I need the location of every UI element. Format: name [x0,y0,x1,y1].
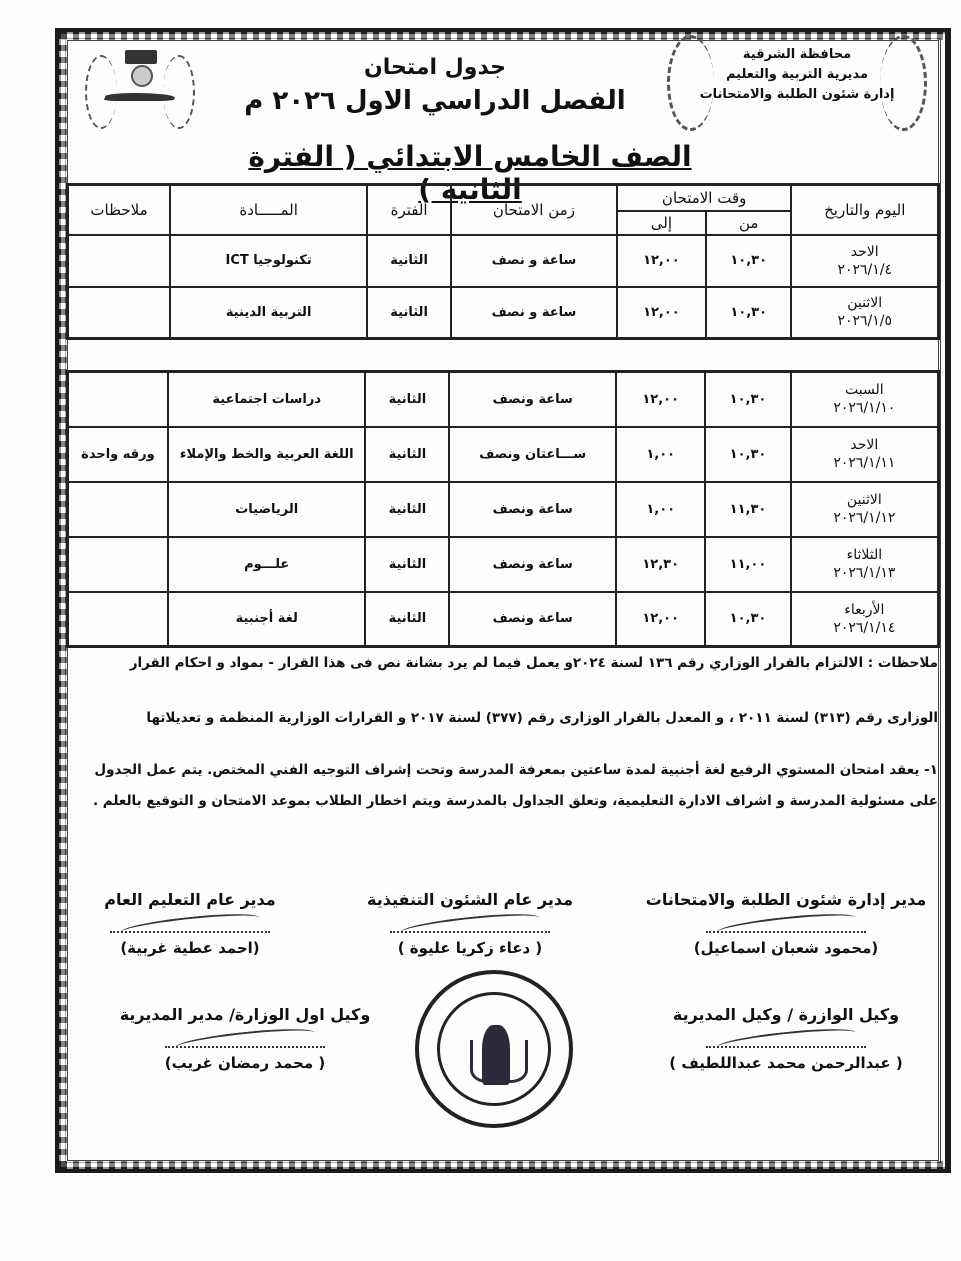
time-to: ١٢,٠٠ [616,592,705,647]
day-name: الاثنين [847,295,883,312]
signature-block [75,1005,415,1072]
signature-icon [716,1025,857,1056]
signature-icon [400,910,541,941]
date: ٢٠٢٦/١/١١ [833,455,896,471]
notes: ورقه واحدة [68,427,168,482]
time-to: ١,٠٠ [616,427,705,482]
period: الثانية [367,287,451,339]
signatory-role: مدير إدارة شئون الطلبة والامتحانات [645,890,927,909]
department-label: إدارة شئون الطلبة والامتحانات [699,87,895,102]
time-from: ١١,٣٠ [705,482,790,537]
table-row [68,287,939,339]
signatory-name: (احمد عطية غربية) [120,939,260,957]
duration: ساعة ونصف [449,592,616,647]
duration: ساعة ونصف [449,372,616,427]
day-name: السبت [845,382,884,399]
subject: التربية الدينية [170,287,367,339]
period: الثانية [365,372,449,427]
schedule-table-week2 [66,370,940,648]
time-from: ١٠,٣٠ [706,235,792,287]
time-from: ١٠,٣٠ [705,427,790,482]
table-row [68,592,939,647]
duration: ساعة و نصف [451,287,617,339]
header-notes: ملاحظات [68,185,171,235]
time-from: ١٠,٣٠ [706,287,792,339]
term-title: الفصل الدراسي الاول ٢٠٢٦ م [244,86,626,116]
title-block [230,55,640,116]
period: الثانية [365,482,449,537]
period: الثانية [367,235,451,287]
subject: علـــوم [168,537,366,592]
day-name: الثلاثاء [846,547,883,563]
schedule-table-week1 [66,183,940,340]
date: ٢٠٢٦/١/٥ [837,313,893,330]
signature-block [340,890,600,957]
time-to: ١٢,٠٠ [617,235,706,287]
signature-line [390,917,550,933]
day-name: الاحد [850,243,879,260]
table-row [68,427,939,482]
signatory-role: مدير عام التعليم العام [104,890,276,909]
header-duration: زمن الامتحان [451,185,617,235]
signature-line [706,1032,866,1048]
date: ٢٠٢٦/١/١٤ [833,619,896,636]
table-row [68,372,939,427]
governorate-label: محافظة الشرقية [742,47,852,62]
header-subject: المـــــادة [170,185,367,235]
laurel-icon [667,35,714,131]
signature-line [706,917,866,933]
day-name: الأربعاء [844,601,885,618]
notes [68,235,171,287]
period: الثانية [365,427,449,482]
signature-icon [120,910,261,941]
official-stamp-icon [415,970,573,1128]
signatory-name: (محمود شعبان اسماعيل) [693,939,879,957]
laurel-icon [880,35,927,131]
signatory-role: مدير عام الشئون التنفيذية [366,890,574,909]
signature-icon [716,910,857,941]
header-period: الفترة [367,185,451,235]
duration: ســـاعتان ونصف [449,427,616,482]
notes [68,592,168,647]
signature-block [641,890,931,957]
time-from: ١٠,٣٠ [705,592,790,647]
notes [68,482,168,537]
directorate-label: مديرية التربية والتعليم [725,67,869,82]
period: الثانية [365,592,449,647]
signature-block [75,890,305,957]
subject: لغة أجنبية [168,592,366,647]
header-to: إلى [617,211,706,235]
table-row [68,537,939,592]
duration: ساعة ونصف [449,482,616,537]
time-to: ١٢,٠٠ [617,287,706,339]
notes-line-1: ملاحظات : الالتزام بالقرار الوزاري رقم ١٣٦ لسنة ٢٠٢٤و يعمل فيما لم يرد بشانة نص فى هذا القرار - بمواد و احكام القرار [129,655,938,671]
notes [68,372,168,427]
signatory-name: ( محمد رمضان غريب) [164,1054,326,1072]
header-exam-time: وقت الامتحان [617,185,792,211]
table-row [68,235,939,287]
day-name: الاحد [850,437,879,453]
time-from: ١٠,٣٠ [705,372,790,427]
date: ٢٠٢٦/١/٤ [837,261,893,278]
subject: اللغة العربية والخط والإملاء [168,427,366,482]
notes [68,537,168,592]
notes-paragraph: ١- يعقد امتحان المستوي الرفيع لغة أجنبية لمدة ساعتين بمعرفة المدرسة وتحت إشراف التوجيه الفني المختص. يتم عمل الجدول على مسئولية المدرسة و اشراف الادارة التعليمية، وتعلق الجداول بالمدرسة ويتم اخطار الطلاب بموعد الامتحان و التوقيع بالعلم . [92,762,938,809]
time-to: ١,٠٠ [616,482,705,537]
signature-line [110,917,270,933]
governorate-logo-icon [85,45,195,130]
directorate-header [677,45,917,105]
duration: ساعة ونصف [449,537,616,592]
header-from: من [706,211,792,235]
notes-line-2: الوزارى رقم (٣١٣) لسنة ٢٠١١ ، و المعدل بالقرار الوزارى رقم (٣٧٧) لسنة ٢٠١٧ و القرارات الوزارية المنظمة و تعديلاتها [146,710,938,726]
subject: الرياضيات [168,482,366,537]
signatory-name: ( عبدالرحمن محمد عبداللطيف ) [669,1054,903,1072]
time-from: ١١,٠٠ [705,537,790,592]
header-day-date: اليوم والتاريخ [791,185,938,235]
subject: دراسات اجتماعية [168,372,366,427]
signature-line [165,1032,325,1048]
time-to: ١٢,٠٠ [616,372,705,427]
time-to: ١٢,٣٠ [616,537,705,592]
duration: ساعة و نصف [451,235,617,287]
subject: تكنولوجيا ICT [170,235,367,287]
date: ٢٠٢٦/١/١٣ [833,565,896,581]
table-row [68,482,939,537]
day-name: الاثنين [846,492,882,508]
date: ٢٠٢٦/١/١٢ [833,510,896,526]
signatory-role: وكيل الوازرة / وكيل المديرية [672,1005,900,1024]
signature-block [641,1005,931,1072]
document-title: جدول امتحان [363,55,507,80]
date: ٢٠٢٦/١/١٠ [833,400,896,417]
signature-icon [175,1025,316,1056]
notes [68,287,171,339]
signatory-name: ( دعاء زكريا عليوة ) [397,939,543,957]
grade-title: الصف الخامس الابتدائي ( الفترة الثانية ) [248,140,692,206]
signatory-role: وكيل اول الوزارة/ مدير المديرية [119,1005,371,1024]
period: الثانية [365,537,449,592]
